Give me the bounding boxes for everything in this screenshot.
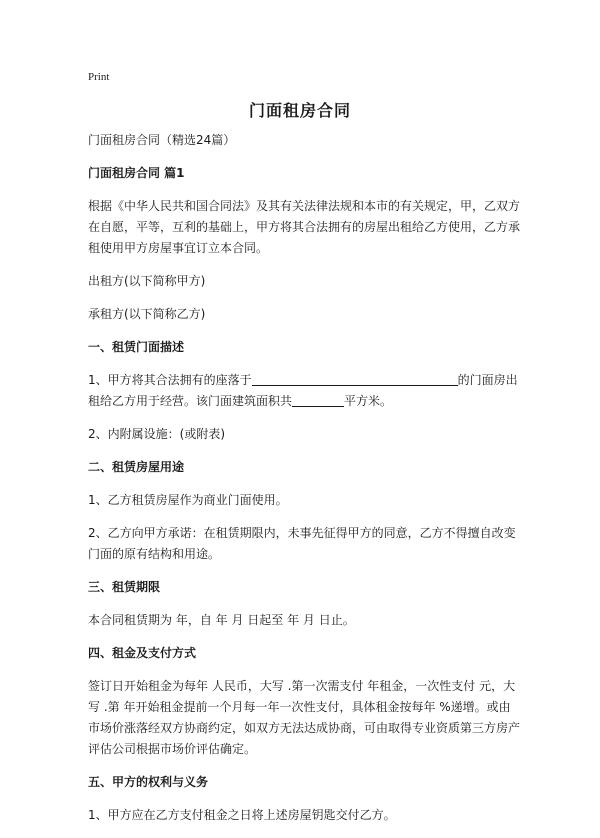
clause-text: 的门面房出租给乙方用于经营。该门面建筑面积共 — [88, 373, 518, 408]
area-blank — [292, 392, 344, 407]
clause-text: 1、甲方将其合法拥有的座落于 — [88, 373, 252, 387]
section-1-clause-2: 2、内附属设施：(或附表) — [88, 427, 225, 441]
document-title: 门面租房合同 — [248, 101, 351, 120]
section-4-heading: 四、租金及支付方式 — [88, 646, 197, 660]
section-2-heading: 二、租赁房屋用途 — [88, 460, 185, 474]
section-5-heading: 五、甲方的权利与义务 — [88, 775, 209, 789]
document-subtitle: 门面租房合同（精选24篇） — [88, 133, 236, 147]
section-2-clause-1: 1、乙方租赁房屋作为商业门面使用。 — [88, 493, 288, 507]
lessee-line: 承租方(以下简称乙方) — [88, 307, 206, 321]
section-4-clause-1: 签订日开始租金为每年 人民币，大写 .第一次需支付 年租金，一次性支付 元，大写 .第 年开始租金提前一个月每一年一次性支付，具体租金按每年 %递增。或由市场价涨落经双方协商约定，如双方无法达成协商，可由取得专业资质第三方房产评估公司根据市场价评估确定。 — [88, 679, 521, 756]
section-3-clause-1: 本合同租赁期为 年，自 年 月 日起至 年 月 日止。 — [88, 613, 355, 627]
section-1-heading: 一、租赁门面描述 — [88, 340, 185, 354]
section-2-clause-2: 2、乙方向甲方承诺：在租赁期限内，未事先征得甲方的同意，乙方不得擅自改变门面的原有结构和用途。 — [88, 526, 516, 561]
section-5-clause-1: 1、甲方应在乙方支付租金之日将上述房屋钥匙交付乙方。 — [88, 808, 396, 822]
section-1-clause-1 — [88, 370, 520, 412]
clause-text: 平方米。 — [344, 394, 393, 408]
document-body — [88, 130, 520, 838]
section-3-heading: 三、租赁期限 — [88, 580, 161, 594]
article-heading: 门面租房合同 篇1 — [88, 166, 185, 180]
address-blank — [252, 371, 458, 386]
lessor-line: 出租方(以下简称甲方) — [88, 274, 206, 288]
print-label: Print — [88, 71, 110, 83]
intro-paragraph: 根据《中华人民共和国合同法》及其有关法律法规和本市的有关规定，甲，乙双方在自愿，平等，互利的基础上，甲方将其合法拥有的房屋出租给乙方使用，乙方承租使用甲方房屋事宜订立本合同。 — [88, 199, 521, 255]
